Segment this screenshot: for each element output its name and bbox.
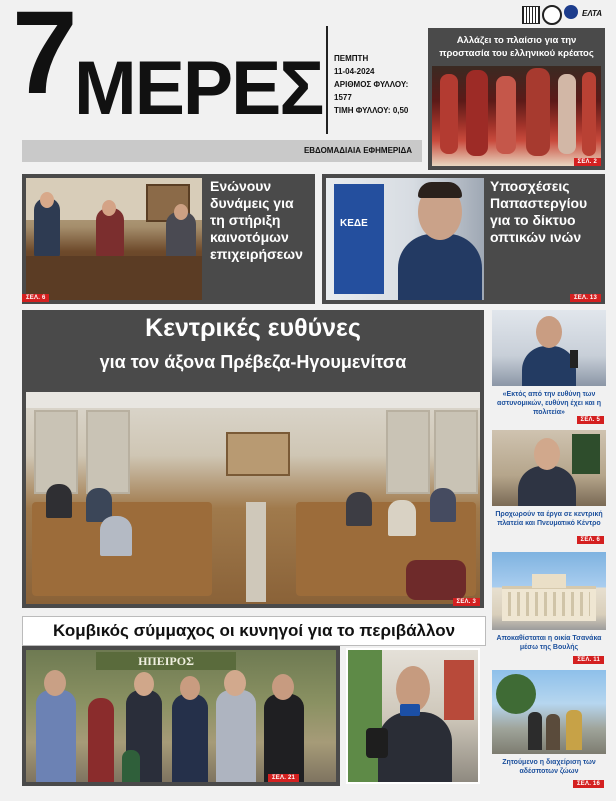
masthead-title [12,0,324,143]
story-innovation[interactable] [22,174,315,304]
main-headline-line1: Κεντρικές ευθύνες [145,314,361,342]
sidebar-item-square[interactable] [492,430,606,546]
sign-text: ΚΕΔΕ [340,218,368,229]
issue-price: ΤΙΜΗ ΦΥΛΛΟΥ: 0,50 [334,106,409,115]
page-ref: ΣΕΛ. 2 [574,158,601,166]
issue-info [334,52,424,117]
expo-banner [96,652,236,670]
hunters-photo-box[interactable] [22,646,340,786]
fiber-headline: Υποσχέσεις Παπαστεργίου για το δίκτυο οπτικών ινών [490,178,588,245]
animals-caption: Ζητούμενο η διαχείριση των αδέσποτων ζώων [502,759,596,775]
page-ref: ΣΕΛ. 5 [577,416,604,424]
sidebar-item-animals[interactable] [492,670,606,790]
banner-text: ΗΠΕΙΡΟΣ [138,654,194,668]
elta-logo-icon [564,5,578,19]
story-fiber[interactable] [322,174,605,304]
square-caption: Προχωρούν τα έργα σε κεντρική πλατεία και Πνευματικό Κέντρο [495,511,603,527]
issue-number: 1577 [334,93,352,102]
tagline: ΕΒΔΟΜΑΔΙΑΙΑ ΕΦΗΜΕΡΙΔΑ [303,146,412,155]
bottom-story-banner[interactable] [22,616,486,646]
page-ref: ΣΕΛ. 13 [570,294,601,302]
title-word: ΜΕΡΕΣ [74,46,323,131]
elta-logo: ΕΛΤΑ [582,9,603,18]
hunter-interview-photo [346,648,480,784]
innovation-headline: Ενώνουν δυνάμεις για τη στήριξη καινοτόμων επιχειρήσεων [210,178,303,262]
page-ref: ΣΕΛ. 16 [573,780,604,788]
police-photo [492,310,606,386]
top-right-headline: Αλλάζει το πλαίσιο για την προστασία του ελληνικού κρέατος [439,35,594,59]
bottom-headline: Κομβικός σύμμαχος οι κυνηγοί για το περιβάλλον [52,621,456,640]
main-story[interactable] [22,310,484,608]
tagline-bar [22,140,422,162]
seal-logo [542,5,562,25]
page-ref: ΣΕΛ. 3 [453,598,480,606]
meat-photo [432,66,601,166]
page-ref: ΣΕΛ. 6 [577,536,604,544]
police-caption: «Εκτός από την ευθύνη των αστυνομικών, ευθύνη έχει και η πολιτεία» [497,391,601,416]
issue-number-label: ΑΡΙΘΜΟΣ ΦΥΛΛΟΥ: [334,80,409,89]
meeting-photo [26,178,202,300]
hunters-photo [26,650,336,782]
page-ref: ΣΕΛ. 21 [268,774,299,782]
sidebar-item-police[interactable] [492,310,606,426]
sidebar-item-parliament[interactable] [492,552,606,664]
parliament-caption: Αποκαθίσταται η οικία Τσανάκα μέσω της Βουλής [496,635,602,651]
parliament-photo [492,552,606,630]
council-photo [26,392,480,604]
page-ref: ΣΕΛ. 6 [22,294,49,302]
barcode-logo [522,6,540,24]
animals-photo [492,670,606,754]
main-headline-line2: για τον άξονα Πρέβεζα-Ηγουμενίτσα [99,352,407,372]
minister-photo [326,178,484,300]
title-number: 7 [12,0,74,119]
top-right-story[interactable] [428,28,605,170]
issue-date: 11-04-2024 [334,67,375,76]
page-ref: ΣΕΛ. 11 [573,656,604,664]
logos [520,4,612,24]
issue-day: ΠΕΜΠΤΗ [334,54,369,63]
mayor-photo [492,430,606,506]
masthead-divider [326,26,328,134]
